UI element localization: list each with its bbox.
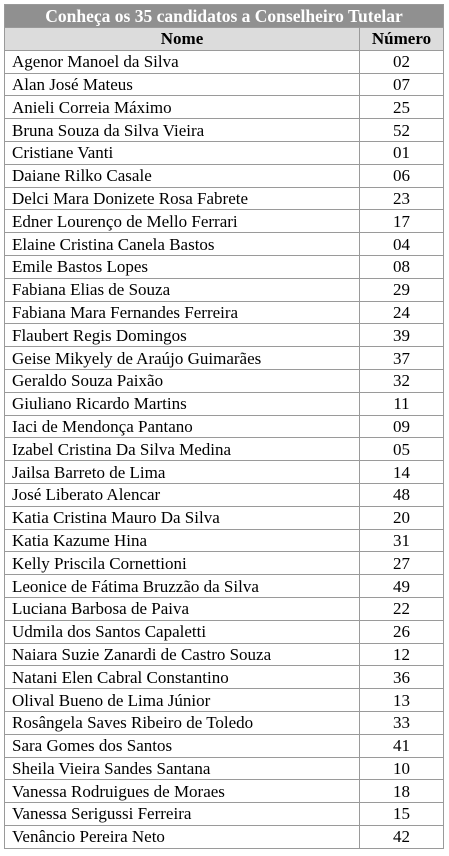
candidate-name: Edner Lourenço de Mello Ferrari xyxy=(5,210,360,233)
candidate-number: 08 xyxy=(360,255,444,278)
table-row xyxy=(5,438,444,461)
candidate-name: Geraldo Souza Paixão xyxy=(5,369,360,392)
table-row xyxy=(5,575,444,598)
table-row xyxy=(5,233,444,256)
candidate-number: 26 xyxy=(360,620,444,643)
candidate-number: 52 xyxy=(360,119,444,142)
candidate-number: 07 xyxy=(360,73,444,96)
table-header-row xyxy=(5,28,444,51)
table-row xyxy=(5,415,444,438)
table-row xyxy=(5,461,444,484)
table-row xyxy=(5,187,444,210)
candidate-name: Izabel Cristina Da Silva Medina xyxy=(5,438,360,461)
candidate-name: Katia Kazume Hina xyxy=(5,529,360,552)
candidate-number: 09 xyxy=(360,415,444,438)
table-row xyxy=(5,255,444,278)
table-row xyxy=(5,666,444,689)
table-row xyxy=(5,506,444,529)
candidate-name: Rosângela Saves Ribeiro de Toledo xyxy=(5,711,360,734)
candidate-name: Flaubert Regis Domingos xyxy=(5,324,360,347)
table-body xyxy=(5,50,444,848)
table-row xyxy=(5,734,444,757)
candidate-number: 02 xyxy=(360,50,444,73)
candidate-number: 13 xyxy=(360,689,444,712)
candidate-name: Olival Bueno de Lima Júnior xyxy=(5,689,360,712)
column-header-name: Nome xyxy=(5,28,360,51)
candidate-number: 48 xyxy=(360,483,444,506)
table-row xyxy=(5,620,444,643)
table-row xyxy=(5,711,444,734)
candidate-number: 24 xyxy=(360,301,444,324)
candidate-name: Leonice de Fátima Bruzzão da Silva xyxy=(5,575,360,598)
candidate-number: 10 xyxy=(360,757,444,780)
candidate-number: 37 xyxy=(360,347,444,370)
table-row xyxy=(5,347,444,370)
table-row xyxy=(5,392,444,415)
candidate-name: Vanessa Rodruigues de Moraes xyxy=(5,780,360,803)
candidate-name: Giuliano Ricardo Martins xyxy=(5,392,360,415)
table-title-row xyxy=(5,5,444,28)
candidate-name: Anieli Correia Máximo xyxy=(5,96,360,119)
candidate-number: 32 xyxy=(360,369,444,392)
table-row xyxy=(5,552,444,575)
table-title: Conheça os 35 candidatos a Conselheiro Tutelar xyxy=(5,5,444,28)
candidate-number: 23 xyxy=(360,187,444,210)
candidate-number: 25 xyxy=(360,96,444,119)
candidate-name: Cristiane Vanti xyxy=(5,141,360,164)
candidate-name: Vanessa Serigussi Ferreira xyxy=(5,803,360,826)
table-row xyxy=(5,825,444,848)
candidate-number: 11 xyxy=(360,392,444,415)
table-row xyxy=(5,96,444,119)
candidate-name: Elaine Cristina Canela Bastos xyxy=(5,233,360,256)
candidate-number: 06 xyxy=(360,164,444,187)
candidate-number: 41 xyxy=(360,734,444,757)
candidate-number: 29 xyxy=(360,278,444,301)
candidate-number: 15 xyxy=(360,803,444,826)
candidate-name: Udmila dos Santos Capaletti xyxy=(5,620,360,643)
table-row xyxy=(5,164,444,187)
candidate-number: 12 xyxy=(360,643,444,666)
table-row xyxy=(5,119,444,142)
candidate-number: 04 xyxy=(360,233,444,256)
candidate-number: 42 xyxy=(360,825,444,848)
candidates-table-container xyxy=(4,4,443,849)
candidate-number: 14 xyxy=(360,461,444,484)
table-row xyxy=(5,597,444,620)
candidate-name: Fabiana Mara Fernandes Ferreira xyxy=(5,301,360,324)
table-row xyxy=(5,301,444,324)
candidate-name: Bruna Souza da Silva Vieira xyxy=(5,119,360,142)
candidate-name: Jailsa Barreto de Lima xyxy=(5,461,360,484)
table-row xyxy=(5,643,444,666)
table-row xyxy=(5,803,444,826)
candidate-name: Katia Cristina Mauro Da Silva xyxy=(5,506,360,529)
candidate-name: Emile Bastos Lopes xyxy=(5,255,360,278)
table-row xyxy=(5,757,444,780)
candidate-name: Naiara Suzie Zanardi de Castro Souza xyxy=(5,643,360,666)
candidate-name: Daiane Rilko Casale xyxy=(5,164,360,187)
candidate-number: 33 xyxy=(360,711,444,734)
candidate-number: 22 xyxy=(360,597,444,620)
table-row xyxy=(5,50,444,73)
candidate-name: Sara Gomes dos Santos xyxy=(5,734,360,757)
candidate-number: 36 xyxy=(360,666,444,689)
candidate-number: 01 xyxy=(360,141,444,164)
table-row xyxy=(5,369,444,392)
table-row xyxy=(5,780,444,803)
candidate-name: Agenor Manoel da Silva xyxy=(5,50,360,73)
candidate-number: 31 xyxy=(360,529,444,552)
table-row xyxy=(5,73,444,96)
table-row xyxy=(5,324,444,347)
table-row xyxy=(5,483,444,506)
table-row xyxy=(5,278,444,301)
column-header-number: Número xyxy=(360,28,444,51)
candidate-name: Geise Mikyely de Araújo Guimarães xyxy=(5,347,360,370)
candidate-number: 27 xyxy=(360,552,444,575)
candidate-name: Kelly Priscila Cornettioni xyxy=(5,552,360,575)
candidate-name: Luciana Barbosa de Paiva xyxy=(5,597,360,620)
candidate-name: Natani Elen Cabral Constantino xyxy=(5,666,360,689)
table-row xyxy=(5,210,444,233)
table-row xyxy=(5,689,444,712)
table-row xyxy=(5,529,444,552)
table-row xyxy=(5,141,444,164)
candidate-name: Iaci de Mendonça Pantano xyxy=(5,415,360,438)
candidate-number: 17 xyxy=(360,210,444,233)
candidate-name: Venâncio Pereira Neto xyxy=(5,825,360,848)
candidate-number: 18 xyxy=(360,780,444,803)
candidate-name: Fabiana Elias de Souza xyxy=(5,278,360,301)
candidate-name: José Liberato Alencar xyxy=(5,483,360,506)
candidate-number: 05 xyxy=(360,438,444,461)
candidate-name: Delci Mara Donizete Rosa Fabrete xyxy=(5,187,360,210)
candidate-name: Alan José Mateus xyxy=(5,73,360,96)
candidate-number: 39 xyxy=(360,324,444,347)
candidate-number: 20 xyxy=(360,506,444,529)
candidate-name: Sheila Vieira Sandes Santana xyxy=(5,757,360,780)
candidate-number: 49 xyxy=(360,575,444,598)
candidates-table xyxy=(4,4,444,849)
